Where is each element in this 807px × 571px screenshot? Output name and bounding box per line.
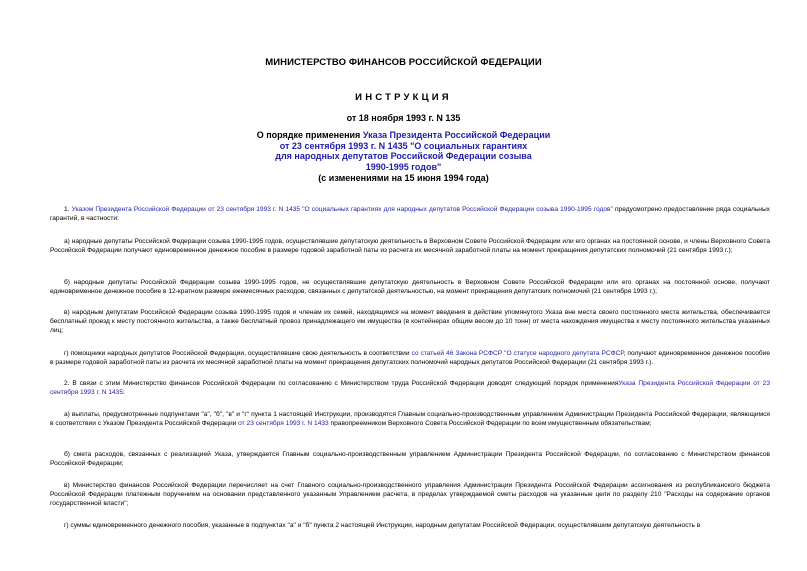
paragraph-2g — [50, 521, 770, 530]
paragraph-1v — [50, 308, 770, 336]
decree-1433-link[interactable]: от 23 сентября 1993 г. N 1433 — [238, 420, 329, 428]
paragraph-text: в) Министерство финансов Российской Федерации перечисляет на счет Главного социально-производственного управления Администрации Президента Российской Федерации ассигнования из республиканского бюджета Российской Федерации платежным поручением на основании представленного указанным Управлением расчета, в пределах утверждаемой сметы расходов на указанные цели по разделу 210 "Расходы на содержание органов государственной власти"; — [50, 482, 770, 508]
paragraph-text: 2. В связи с этим Министерство финансов Российской Федерации по согласованию с Министерством труда Российской Федерации доводят следующий порядок применения — [64, 380, 619, 387]
paragraph-text: г) суммы единовременного денежного пособия, указанные в подпунктах "а" и "б" пункта 2 настоящей Инструкции, народным депутатам Российской Федерации, осуществлявшим депутатскую деятельность в — [64, 522, 701, 529]
title-link-decree-subject[interactable]: для народных депутатов Российской Федерации созыва — [275, 151, 532, 162]
paragraph-text: предусмотрено предоставление ряда социальных гарантий, в частности: — [50, 206, 770, 223]
document-type: ИНСТРУКЦИЯ — [355, 92, 452, 103]
paragraph-text: г) помощники народных депутатов Российской Федерации, осуществлявшие свою деятельность в соответствии — [64, 350, 412, 357]
paragraph-2b — [50, 450, 770, 468]
paragraph-text: , получают единовременное денежное пособие в размере годовой заработной паты из расчета их месячной заработной платы на момент прекращения депутатских полномочий народных депутатов Российской Федерации (21 сентября 1993 г.). — [50, 350, 771, 367]
paragraph-text: а) выплаты, предусмотренные подпунктами "а", "б", "в" и "г" пункта 1 настоящей Инструкции, производятся Главным социально-производственным управлением Администрации Президента Российской Федерации, являющимся в соответствии с Указом Президента Российской Федерации — [50, 411, 770, 428]
decree-link[interactable]: Указа Президента Российской Федерации от 23 сентября 1993 г. N 1435 — [50, 380, 771, 397]
title-link-decree[interactable]: Указа Президента Российской Федерации — [362, 130, 551, 140]
law-article-link[interactable]: со статьей 46 Закона РСФСР "О статусе народного депутата РСФСР — [411, 350, 624, 357]
paragraph-2a — [50, 410, 770, 428]
decree-link[interactable]: Указом Президента Российской Федерации от 23 сентября 1993 г. N 1435 "О социальных гарантиях для народных депутатов Российской Федерации созыва 1990-1995 годов" — [71, 206, 613, 213]
paragraph-text: б) народные депутаты Российской Федерации созыва 1990-1995 годов, не осуществлявшие депутатскую деятельность в Верховном Совете Российской Федерации или его органах на постоянной основе, получают единовременное денежное пособие в 12-кратном размере ежемесячных расходов, связанных с депутатской деятельностью, на момент прекращения депутатских полномочий (21 сентября 1993 г.); — [50, 279, 770, 296]
paragraph-1b — [50, 278, 770, 296]
paragraph-text: в) народным депутатам Российской Федерации созыва 1990-1995 годов и членам их семей, находящимся на момент введения в действие упомянутого Указа вне места своего постоянного места жительства, обеспечивается бесплатный проезд к месту постоянного жительства, а также бесплатный провоз принадлежащего им имущества (в контейнерах общим весом до 10 тонн) от места нахождения имущества к месту постоянного жительства указанных лиц; — [50, 309, 770, 335]
ministry-heading: МИНИСТЕРСТВО ФИНАНСОВ РОССИЙСКОЙ ФЕДЕРАЦИИ — [265, 57, 542, 68]
paragraph-1 — [50, 205, 770, 223]
paragraph-2v — [50, 481, 770, 509]
title-amendments: (с изменениями на 15 июня 1994 года) — [318, 172, 489, 183]
title-link-decree-years[interactable]: 1990-1995 годов" — [365, 162, 442, 173]
document-date: от 18 ноября 1993 г. N 135 — [346, 113, 461, 123]
paragraph-2 — [50, 379, 770, 397]
paragraph-text: а) народные депутаты Российской Федерации созыва 1990-1995 годов, осуществлявшие депутатскую деятельность в Верховном Совете Российской Федерации или его органах на постоянной основе, и члены Верховного Совета Российской Федерации получают единовременное денежное пособие в размере годовой заработной паты из расчета их месячной заработной платы на момент прекращения депутатских полномочий (21 сентября 1993 г.); — [50, 238, 770, 255]
paragraph-text: правопреемником Верховного Совета Российской Федерации по всем имущественным обязательствам; — [328, 420, 652, 428]
paragraph-text: : — [123, 389, 125, 397]
paragraph-1a — [50, 237, 770, 255]
paragraph-1g — [50, 349, 770, 367]
paragraph-number: 1. — [64, 206, 72, 213]
paragraph-text: б) смета расходов, связанных с реализацией Указа, утверждается Главным социально-производственным управлением Администрации Президента Российской Федерации, по согласованию с Министерством финансов Российской Федерации; — [50, 451, 770, 468]
title-prefix: О порядке применения — [256, 130, 363, 140]
document-title — [0, 130, 807, 184]
title-link-decree-date[interactable]: от 23 сентября 1993 г. N 1435 "О социальных гарантиях — [279, 140, 528, 151]
